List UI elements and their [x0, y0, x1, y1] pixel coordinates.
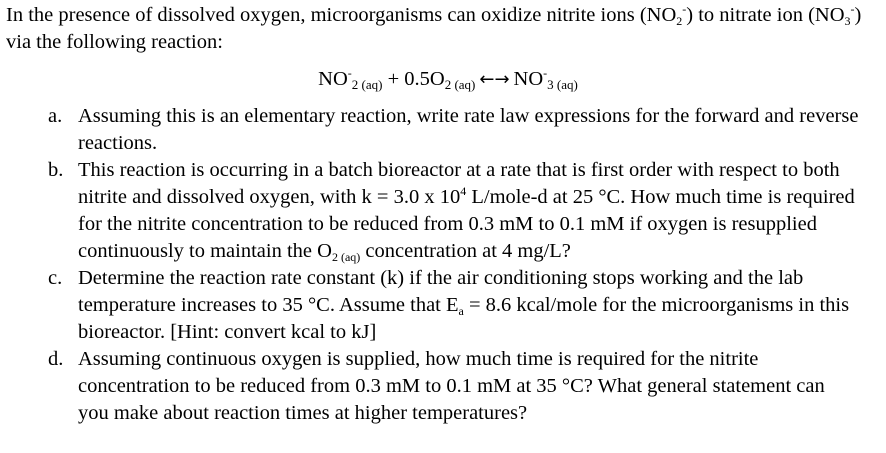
intro-paragraph [6, 2, 880, 56]
intro-text-2: ) to nitrate ion (NO [686, 4, 845, 26]
eq-product-sub: 3 [547, 77, 554, 92]
intro-sup-1: - [682, 2, 687, 16]
intro-sup-2: - [850, 2, 855, 16]
question-c-marker: c. [48, 267, 63, 289]
eq-phase-1 [352, 77, 383, 92]
intro-text-3: ) via the following reaction: [6, 4, 862, 53]
question-c-text-b: = 8.6 kcal/mole for the microorganisms in this bioreactor. [Hint: convert kcal to kJ] [78, 294, 850, 343]
intro-sub-2: 3 [844, 14, 851, 28]
question-b-text [78, 157, 880, 265]
question-c-text-a: Determine the reaction rate constant (k) if the air conditioning stops working and the lab temperature increases to 35 °C. Assume that E [78, 267, 804, 316]
question-b-text-a: This reaction is occurring in a batch bioreactor at a rate that is first order with respect to both nitrite and dissolved oxygen, with k = 3.0 x 10 [78, 159, 840, 208]
question-a-text: Assuming this is an elementary reaction, write rate law expressions for the forward and reverse reactions. [78, 105, 859, 154]
intro-text-1: In the presence of dissolved oxygen, microorganisms can oxidize nitrite ions (NO [6, 4, 677, 26]
eq-phase-3-label: (aq) [556, 77, 578, 92]
eq-product-sup: - [543, 66, 548, 80]
question-c-text [78, 265, 880, 346]
eq-reactant-1-sup: - [347, 66, 352, 80]
question-b-text-c: concentration at 4 mg/L? [360, 240, 571, 262]
question-b [6, 157, 880, 265]
question-b-marker: b. [48, 159, 64, 181]
question-b-subscript: 2 (aq) [331, 250, 361, 264]
question-b-text-b: L/mole-d at 25 °C. How much time is required for the nitrite concentration to be reduced from 0.3 mM to 0.1 mM if oxygen is resupplied continuously to maintain the O [78, 186, 855, 262]
question-list [6, 103, 880, 427]
eq-reactant-2-sub: 2 [444, 77, 452, 92]
question-a [6, 103, 880, 157]
question-d [6, 346, 880, 427]
eq-product: NO [513, 68, 544, 90]
question-b-exponent: 4 [460, 184, 467, 198]
question-d-text: Assuming continuous oxygen is supplied, how much time is required for the nitrite concentration to be reduced from 0.3 mM to 0.1 mM at 35 °C? What general statement can you make about reaction times at higher temperatures? [78, 348, 825, 424]
reaction-equation [6, 62, 880, 97]
eq-phase-1-label: (aq) [361, 77, 383, 92]
eq-reactant-1: NO [318, 68, 348, 90]
eq-reactant-1-sub: 2 [351, 77, 359, 92]
eq-oxygen-sub [445, 77, 476, 92]
intro-sub-1: 2 [676, 14, 683, 28]
equilibrium-arrow-icon: ←→ [479, 69, 510, 90]
eq-phase-2-label: (aq) [454, 77, 476, 92]
question-c [6, 265, 880, 346]
question-a-marker: a. [48, 105, 63, 127]
eq-plus-oxygen: + 0.5O [382, 68, 445, 90]
question-c-subscript: a [458, 304, 464, 318]
eq-phase-3 [547, 77, 578, 92]
question-d-marker: d. [48, 348, 64, 370]
